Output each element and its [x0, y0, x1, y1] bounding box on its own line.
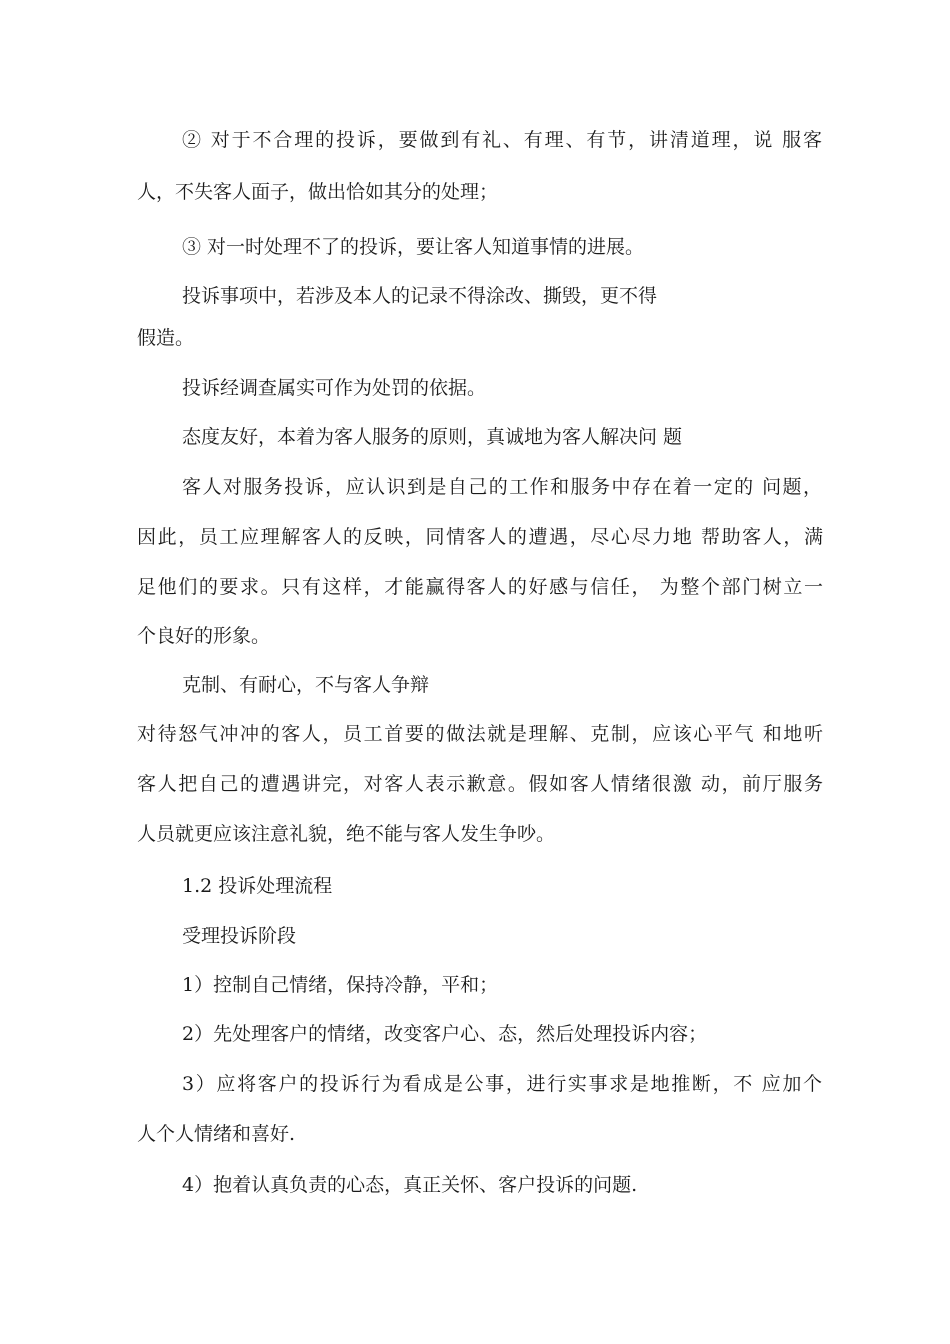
section-heading: 1.2 投诉处理流程: [182, 875, 333, 897]
paragraph-line: 投诉事项中，若涉及本人的记录不得涂改、撕毁，更不得: [182, 285, 658, 307]
paragraph-line: 客人对服务投诉，应认识到是自己的工作和服务中存在着一定的 问题，: [182, 476, 822, 498]
paragraph-line: 个良好的形象。: [137, 625, 271, 647]
section-heading: 克制、有耐心，不与客人争辩: [182, 674, 430, 696]
paragraph-line: ③ 对一时处理不了的投诉，要让客人知道事情的进展。: [182, 236, 645, 258]
paragraph-line: 因此，员工应理解客人的反映，同情客人的遭遇，尽心尽力地 帮助客人，满: [137, 526, 823, 548]
list-item: 1）控制自己情绪，保持冷静，平和；: [182, 974, 499, 996]
subsection-heading: 受理投诉阶段: [182, 925, 297, 947]
list-item: 4）抱着认真负责的心态，真正关怀、客户投诉的问题.: [182, 1174, 638, 1196]
paragraph-line: 对待怒气冲冲的客人，员工首要的做法就是理解、克制，应该心平气 和地听: [137, 723, 823, 745]
paragraph-line: ② 对于不合理的投诉，要做到有礼、有理、有节，讲清道理，说 服客: [182, 129, 822, 151]
list-item: 3）应将客户的投诉行为看成是公事，进行实事求是地推断，不 应加个: [182, 1073, 822, 1095]
paragraph-line: 人员就更应该注意礼貌，绝不能与客人发生争吵。: [137, 823, 556, 845]
paragraph-line: 假造。: [137, 327, 195, 349]
paragraph-line: 足他们的要求。只有这样，才能赢得客人的好感与信任， 为整个部门树立一: [137, 576, 823, 598]
paragraph-line: 客人把自己的遭遇讲完，对客人表示歉意。假如客人情绪很激 动，前厅服务: [137, 773, 823, 795]
paragraph-line: 投诉经调查属实可作为处罚的依据。: [182, 377, 487, 399]
paragraph-line: 人，不失客人面子，做出恰如其分的处理；: [137, 181, 499, 203]
list-item-continuation: 人个人情绪和喜好.: [137, 1123, 296, 1145]
list-item: 2）先处理客户的情绪，改变客户心、态，然后处理投诉内容；: [182, 1023, 708, 1045]
paragraph-line: 态度友好，本着为客人服务的原则，真诚地为客人解决问 题: [182, 426, 683, 448]
